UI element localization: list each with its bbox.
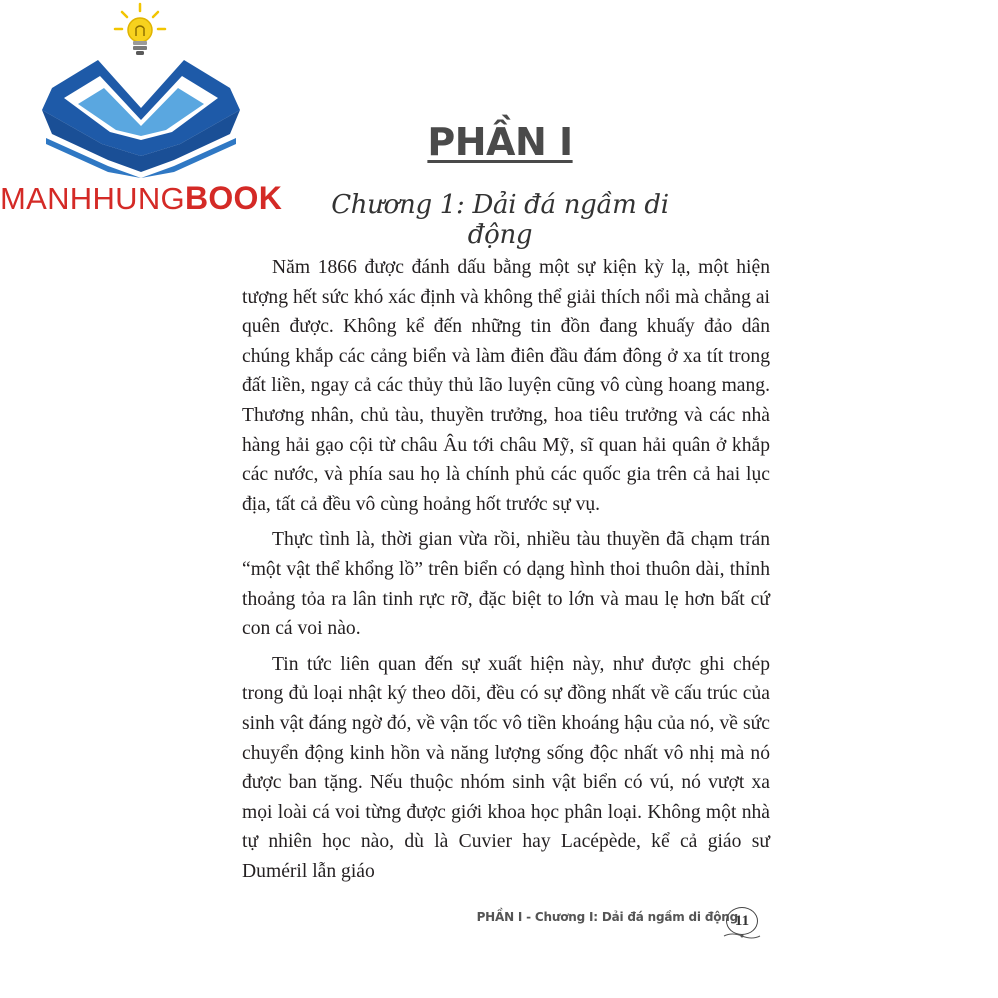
ornament-icon: [722, 932, 762, 940]
brand-name-part1: MANHHUNG: [0, 181, 185, 216]
page-number: 11: [726, 907, 758, 935]
running-footer: PHẦN I - Chương I: Dải đá ngầm di động: [476, 910, 738, 924]
page-footer: [440, 905, 770, 937]
paragraph-2: Thực tình là, thời gian vừa rồi, nhiều tàu thuyền đã chạm trán “một vật thể khổng lồ” trên biển có dạng hình thoi thuôn dài, thỉnh thoảng tỏa ra lân tinh rực rỡ, đặc biệt to lớn và mau lẹ hơn bất cứ con cá voi nào.: [242, 529, 770, 640]
open-book-icon: [38, 48, 244, 178]
paragraph-1: Năm 1866 được đánh dấu bằng một sự kiện kỳ lạ, một hiện tượng hết sức khó xác định và không thể giải thích nổi mà chẳng ai quên được. Không kể đến những tin đồn đang khuấy đảo dân chúng khắp các cảng biển và làm điên đầu đám đông ở xa tít trong đất liền, ngay cả các thủy thủ lão luyện cũng vô cùng hoang mang. Thương nhân, chủ tàu, thuyền trưởng, hoa tiêu trưởng và các nhà hàng hải gạo cội từ châu Âu tới châu Mỹ, sĩ quan hải quân ở khắp các nước, và phía sau họ là chính phủ các quốc gia trên cả hai lục địa, tất cả đều vô cùng hoảng hốt trước sự vụ.: [242, 257, 770, 515]
body-text: [242, 253, 770, 892]
brand-name-part2: BOOK: [184, 180, 283, 216]
publisher-brand: [0, 180, 300, 217]
publisher-logo: [0, 0, 300, 230]
chapter-title: Chương 1: Dải đá ngầm di động: [331, 190, 669, 250]
part-title: PHẦN I: [427, 120, 573, 164]
paragraph-3: Tin tức liên quan đến sự xuất hiện này, như được ghi chép trong đủ loại nhật ký theo dõi, đều có sự đồng nhất về cấu trúc của sinh vật đáng ngờ đó, về vận tốc vô tiền khoáng hậu của nó, về sức chuyển động kinh hồn và năng lượng sống độc nhất vô nhị mà nó được ban tặng. Nếu thuộc nhóm sinh vật biển có vú, nó vượt xa mọi loài cá voi từng được giới khoa học phân loại. Không một nhà tự nhiên học nào, dù là Cuvier hay Lacépède, kể cả giáo sư Duméril lẫn giáo: [242, 653, 770, 882]
